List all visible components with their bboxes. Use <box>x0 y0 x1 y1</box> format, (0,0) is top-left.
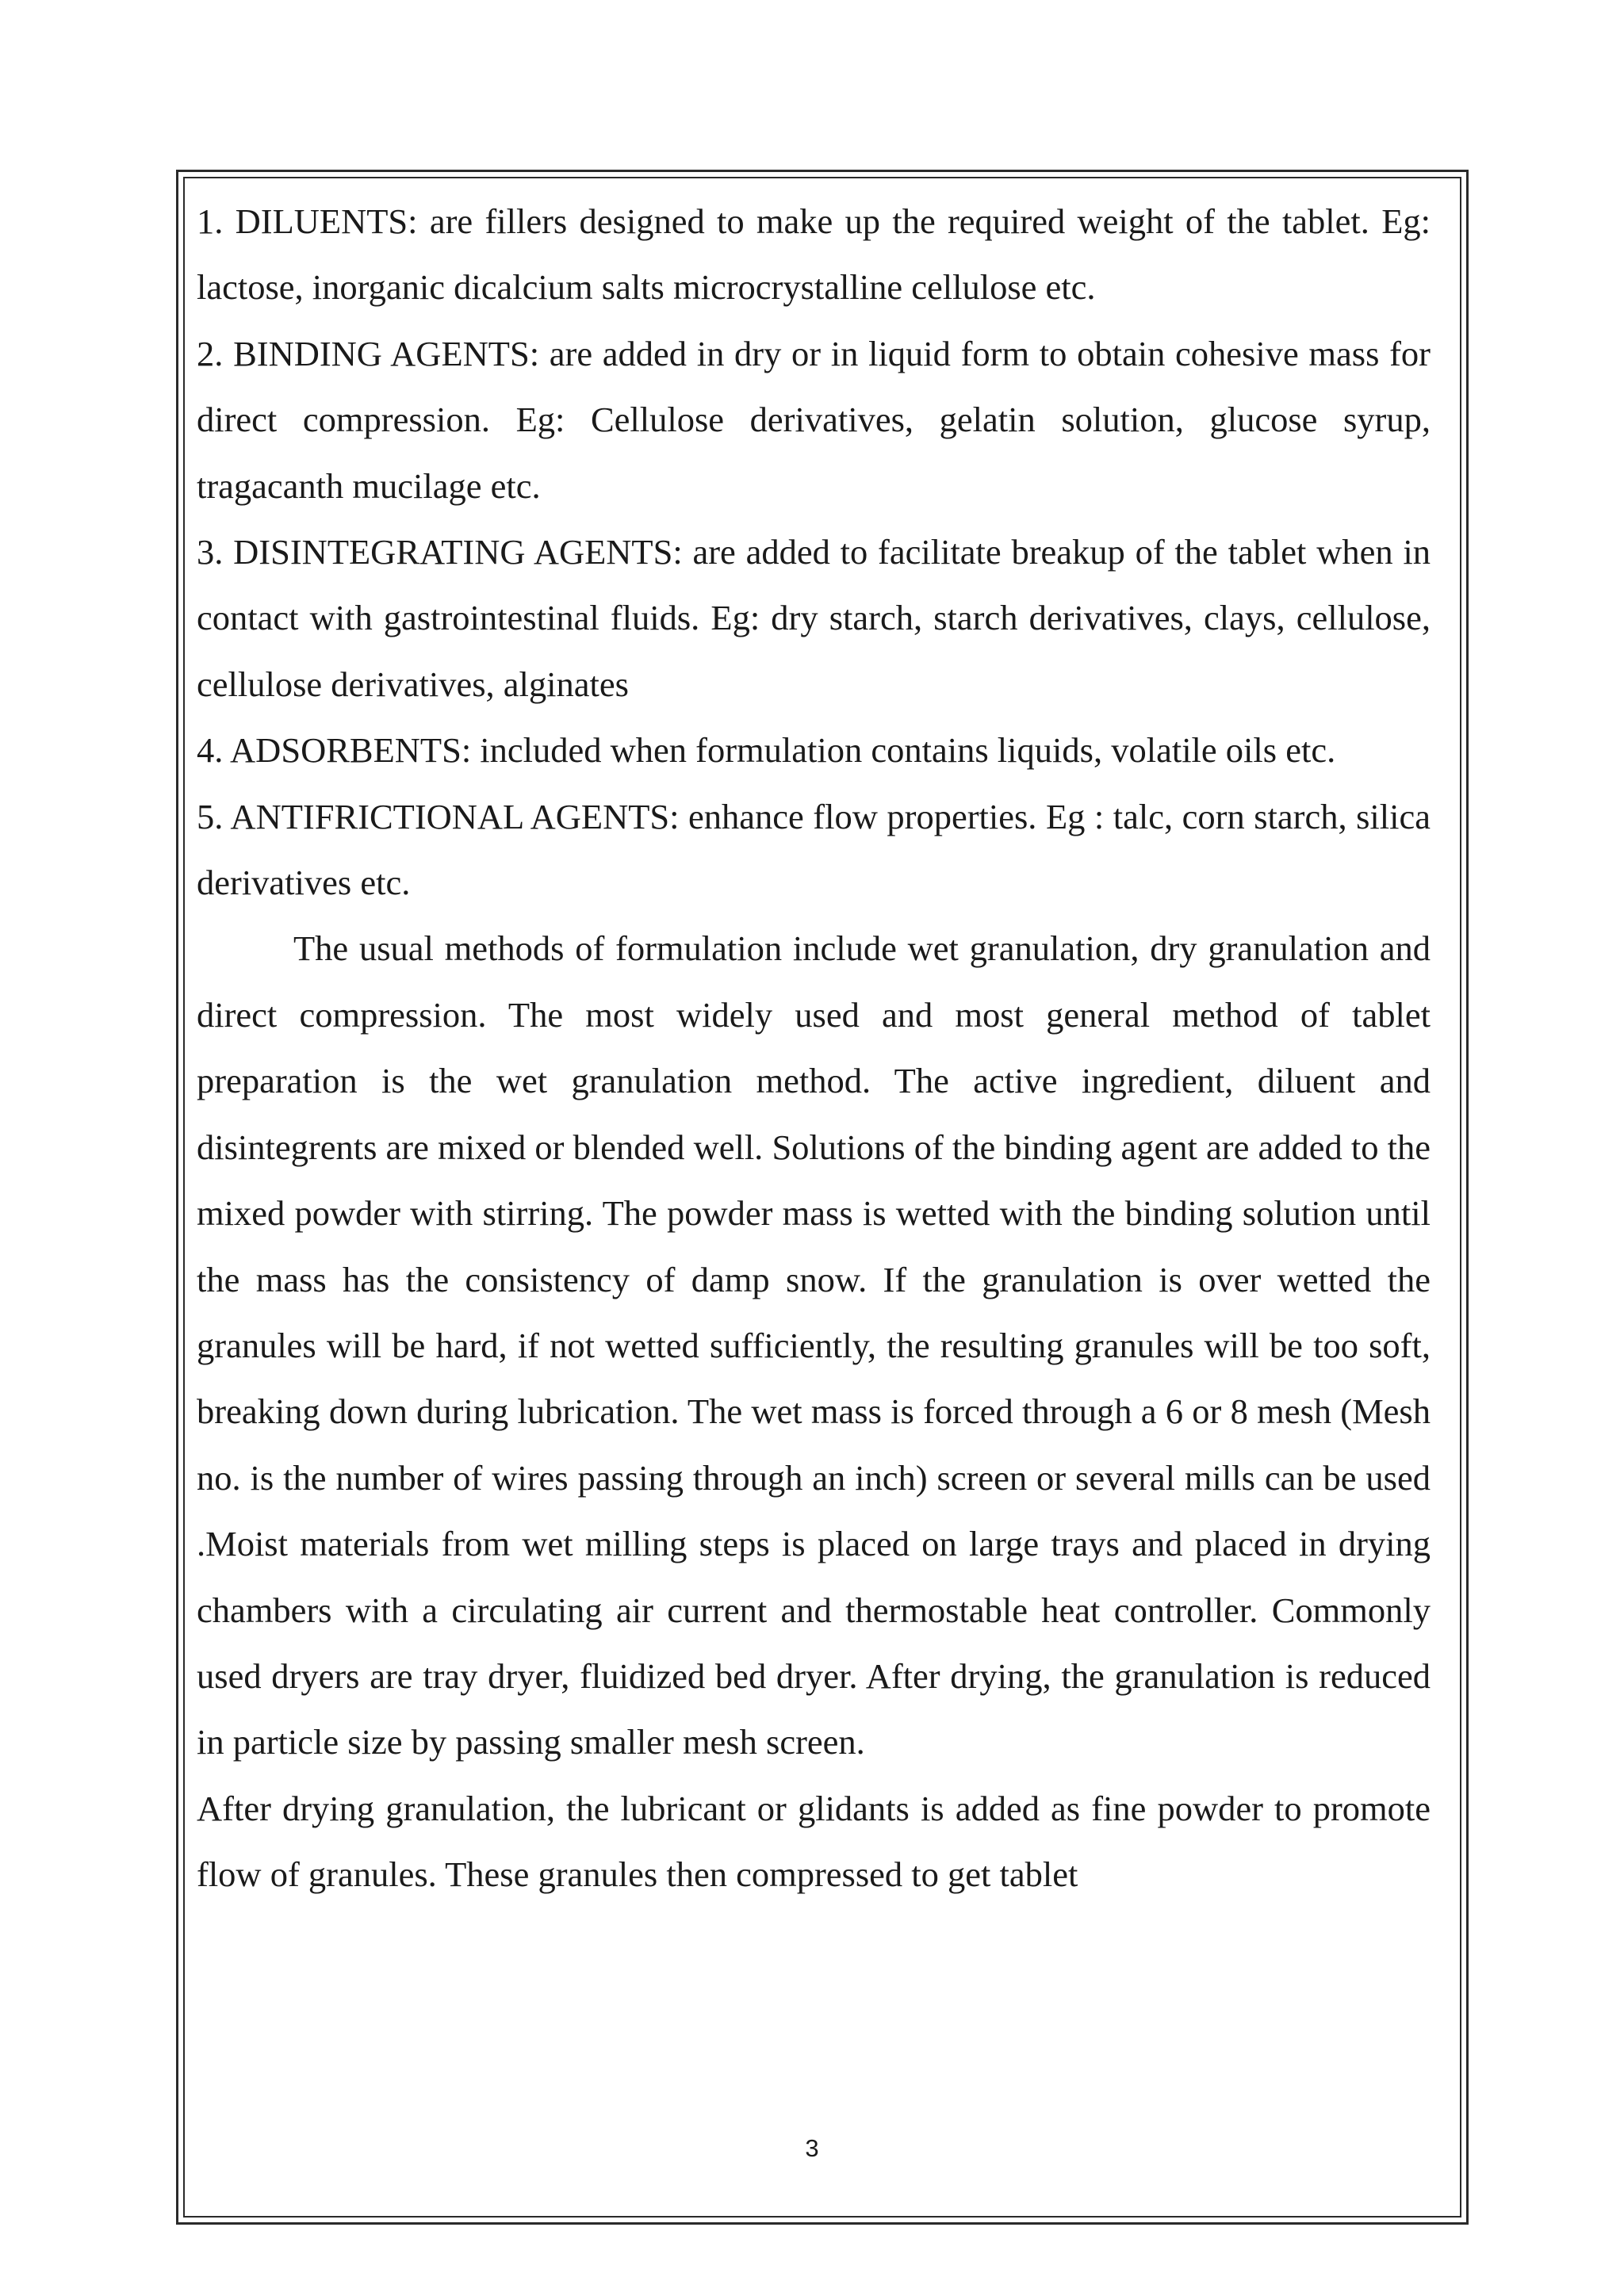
list-item-binding-agents: 2. BINDING AGENTS: are added in dry or in liquid form to obtain cohesive mass for direct compression. Eg: Cellulose derivatives, gelatin solution, glucose syrup, tragacanth mucilage etc. <box>197 333 1431 506</box>
page-content <box>197 189 1431 1908</box>
list-item-diluents: 1. DILUENTS: are fillers designed to make up the required weight of the tablet. Eg: lactose, inorganic dicalcium salts microcrystalline cellulose etc. <box>197 201 1431 308</box>
list-item-antifrictional-agents: 5. ANTIFRICTIONAL AGENTS: enhance flow properties. Eg : talc, corn starch, silica derivatives etc. <box>197 796 1431 903</box>
paragraph-formulation-methods: The usual methods of formulation include wet granulation, dry granulation and direct compression. The most widely used and most general method of tablet preparation is the wet granulation method. The active ingredient, diluent and disintegrents are mixed or blended well. Solutions of the binding agent are added to the mixed powder with stirring. The powder mass is wetted with the binding solution until the mass has the consistency of damp snow. If the granulation is over wetted the granules will be hard, if not wetted sufficiently, the resulting granules will be too soft, breaking down during lubrication. The wet mass is forced through a 6 or 8 mesh (Mesh no. is the number of wires passing through an inch) screen or several mills can be used .Moist materials from wet milling steps is placed on large trays and placed in drying chambers with a circulating air current and thermostable heat controller. Commonly used dryers are tray dryer, fluidized bed dryer. After drying, the granulation is reduced in particle size by passing smaller mesh screen. <box>197 928 1431 1762</box>
paragraph-lubricant: After drying granulation, the lubricant or glidants is added as fine powder to promote flow of granules. These granules then compressed to get tablet <box>197 1788 1431 1895</box>
page-number: 3 <box>805 2134 819 2162</box>
list-item-adsorbents: 4. ADSORBENTS: included when formulation contains liquids, volatile oils etc. <box>197 730 1336 771</box>
list-item-disintegrating-agents: 3. DISINTEGRATING AGENTS: are added to facilitate breakup of the tablet when in contact with gastrointestinal fluids. Eg: dry starch, starch derivatives, clays, cellulose, cellulose derivatives, alginates <box>197 532 1431 704</box>
